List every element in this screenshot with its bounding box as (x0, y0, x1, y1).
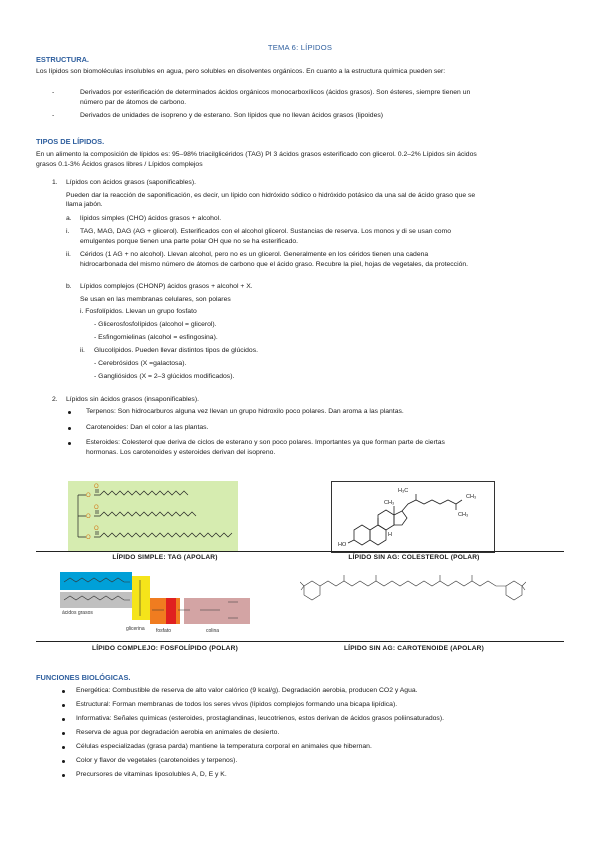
estructura-item-1-line2: número par de átomos de carbono. (80, 99, 187, 106)
saponificables-title: Lípidos con ácidos grasos (saponificables). (66, 179, 196, 186)
esteroides-text-line1: Esteroides: Colesterol que deriva de ciclos de esterano y son poco polares. Importantes ya que forman parte de ciertas (86, 439, 445, 446)
fosfo-item-1: - Glicerosfosfolípidos (alcohol = glicerol). (94, 321, 217, 328)
gluco-item-1: - Cerebrósidos (X =galactosa). (94, 360, 187, 367)
ceridos-desc-line2: hidrocarbonada del mismo número de átomos de carbono que el ácido graso. Recubre la piel, hojas de vegetales, da protección. (80, 261, 469, 268)
bullet-dot (62, 690, 65, 693)
lipidos-simples-title: lípidos simples (CHO) ácidos grasos + alcohol. (80, 215, 222, 222)
list-letter: b. (66, 283, 72, 290)
fosfolipidos-line: i. Fosfolípidos. Llevan un grupo fosfato (80, 308, 197, 315)
section-heading-funciones: FUNCIONES BIOLÓGICAS. (36, 673, 131, 682)
cholesterol-structure-image (331, 481, 495, 553)
list-letter: a. (66, 215, 72, 222)
cholesterol-caption: LÍPIDO SIN AG: COLESTEROL (POLAR) (348, 554, 480, 561)
estructura-item-2: Derivados de unidades de isopreno y de esterano. Son lípidos que no llevan ácidos grasos (lipoides) (80, 112, 384, 119)
funcion-informativa: Informativa: Señales químicas (esteroides, prostaglandinas, leucotrienos, estos derivan de ácidos grasos poliinsaturados). (76, 715, 444, 722)
ch3-label: CH₃ (466, 494, 477, 500)
bullet-dot (62, 746, 65, 749)
glucolipidos-line: Glucolípidos. Pueden llevar distintos tipos de glúcidos. (94, 347, 258, 354)
gluco-item-2: - Gangliósidos (X = 2–3 glúcidos modificados). (94, 373, 235, 380)
list-roman: ii. (80, 347, 85, 354)
saponificables-desc-line2: llama jabón. (66, 201, 103, 208)
figure-divider (36, 551, 564, 552)
figure-divider (36, 641, 564, 642)
bullet-dot (62, 718, 65, 721)
page-title: TEMA 6: LÍPIDOS (267, 43, 333, 52)
svg-text:O: O (86, 493, 91, 499)
dash-marker: - (52, 89, 55, 96)
insaponificables-title: Lípidos sin ácidos grasos (insaponificables). (66, 396, 199, 403)
complejos-note: Se usan en las membranas celulares, son polares (80, 296, 231, 303)
carotenoides-text: Carotenoides: Dan el color a las plantas. (86, 424, 209, 431)
label-colina: colina (206, 628, 220, 634)
label-fosfato: fosfato (156, 628, 172, 634)
section-heading-estructura: ESTRUCTURA. (36, 55, 89, 64)
bullet-dot (68, 427, 71, 430)
bullet-dot (62, 774, 65, 777)
estructura-item-1-line1: Derivados por esterificación de determinados ácidos orgánicos monocarboxílicos (ácidos grasos). Son ésteres, siempre tienen un (80, 89, 471, 96)
tipos-intro-line2: grasos 0.1-3% Ácidos grasos libres / Lípidos complejos (36, 161, 203, 168)
ch3-label: H₃C (398, 488, 409, 494)
lipidos-complejos-title: Lípidos complejos (CHONP) ácidos grasos + alcohol + X. (80, 283, 253, 290)
bullet-dot (62, 704, 65, 707)
funcion-energetica: Energética: Combustible de reserva de alto valor calórico (9 kcal/g). Degradación aerobia, producen CO2 y Agua. (76, 687, 418, 694)
label-acidos-grasos: ácidos grasos (62, 610, 93, 616)
bullet-dot (68, 411, 71, 414)
bullet-dot (62, 760, 65, 763)
list-number: 1. (52, 179, 58, 186)
phospholipid-structure-image (60, 572, 250, 638)
funcion-vitaminas: Precursores de vitaminas liposolubles A, D, E y K. (76, 771, 227, 778)
svg-text:O: O (86, 514, 91, 520)
fosfo-item-2: - Esfingomielinas (alcohol = esfingosina). (94, 334, 218, 341)
cholesterol-molecule-icon (332, 482, 494, 552)
ch3-label: CH₃ (458, 512, 469, 518)
svg-text:O: O (94, 484, 99, 490)
phospholipid-bonds-icon (60, 572, 250, 638)
tag-caption: LÍPIDO SIMPLE: TAG (APOLAR) (112, 554, 218, 561)
dash-marker: - (52, 112, 55, 119)
tag-desc-line1: TAG, MAG, DAG (AG + glicerol). Esterificados con el alcohol glicerol. Sustancias de reserva. Los monos y di se usan como (80, 228, 452, 235)
list-roman: i. (66, 228, 70, 235)
carotenoid-molecule-icon (300, 568, 526, 608)
tipos-intro-line1: En un alimento la composición de lípidos es: 95–98% triacilglicéridos (TAG) PI 3 ácidos grasos esterificado con glicerol. 0.2–2% Lípidos sin ácidos (36, 151, 477, 158)
label-glicerina: glicerina (126, 626, 145, 632)
tag-structure-image (68, 481, 238, 551)
bullet-dot (68, 442, 71, 445)
funcion-color-flavor: Color y flavor de vegetales (carotenoides y terpenos). (76, 757, 238, 764)
phospholipid-caption: LÍPIDO COMPLEJO: FOSFOLÍPIDO (POLAR) (91, 645, 239, 652)
section-heading-tipos: TIPOS DE LÍPIDOS. (36, 137, 105, 146)
svg-text:O: O (94, 526, 99, 532)
svg-text:O: O (94, 505, 99, 511)
funcion-estructural: Estructural: Forman membranas de todos los seres vivos (lípidos complejos formando una bicapa lipídica). (76, 701, 398, 708)
carotenoid-structure-image (300, 568, 526, 608)
svg-text:O: O (86, 535, 91, 541)
estructura-intro: Los lípidos son biomoléculas insolubles en agua, pero solubles en disolventes orgánicos. En cuanto a la estructura química pueden ser: (36, 68, 446, 75)
list-roman: ii. (66, 251, 71, 258)
tag-desc-line2: emulgentes porque tienen una parte polar OH que no se ha esterificado. (80, 238, 299, 245)
esteroides-text-line2: hormonas. Los carotenoides y esteroides derivan del isopreno. (86, 449, 276, 456)
ch3-label: CH₃ (384, 500, 395, 506)
funcion-reserva-agua: Reserva de agua por degradación aerobia en animales de desierto. (76, 729, 280, 736)
ho-label: HO (338, 542, 347, 548)
carotenoid-caption: LÍPIDO SIN AG: CAROTENOIDE (APOLAR) (343, 645, 485, 652)
ceridos-desc-line1: Céridos (1 AG + no alcohol). Llevan alcohol, pero no es un glicerol. Generalmente en los céridos tienen una cadena (80, 251, 429, 258)
list-number: 2. (52, 396, 58, 403)
h-label: H (388, 532, 392, 538)
bullet-dot (62, 732, 65, 735)
tag-molecule-icon (68, 481, 238, 551)
saponificables-desc-line1: Pueden dar la reacción de saponificación, es decir, un lípido con hidróxido sódico o hidróxido potásico da una sal de ácido graso que se (66, 192, 476, 199)
funcion-grasa-parda: Células especializadas (grasa parda) mantiene la temperatura corporal en animales que hibernan. (76, 743, 372, 750)
terpenos-text: Terpenos: Son hidrocarburos alguna vez llevan un grupo hidroxilo poco polares. Dan aroma a las plantas. (86, 408, 404, 415)
